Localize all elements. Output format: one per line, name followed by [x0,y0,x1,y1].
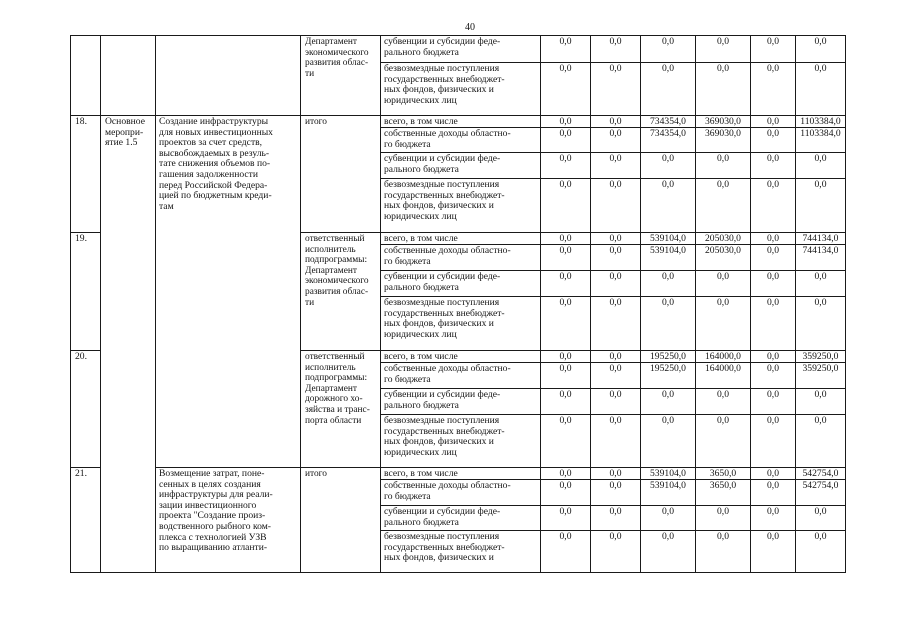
value-cell: 0,0 [640,270,696,297]
value-cell: 0,0 [795,62,846,116]
value-cell: 0,0 [540,232,591,245]
value-cell: 0,0 [795,152,846,179]
value-cell: 164000,0 [695,350,751,363]
value-cell: 0,0 [695,270,751,297]
funding-source-cell: субвенции и субсидии феде- рального бюджета [380,152,541,179]
value-cell: 0,0 [590,388,641,415]
value-cell: 0,0 [590,350,641,363]
value-cell: 734354,0 [640,115,696,128]
value-cell: 0,0 [750,505,796,531]
responsible-cell: итого [300,115,381,233]
continuation-number-cell [70,35,101,116]
value-cell: 0,0 [540,178,591,233]
funding-source-cell: субвенции и субсидии феде- рального бюджета [380,270,541,297]
value-cell: 0,0 [540,505,591,531]
value-cell: 0,0 [590,530,641,573]
responsible-cell: итого [300,467,381,573]
value-cell: 195250,0 [640,362,696,389]
value-cell: 0,0 [640,388,696,415]
value-cell: 0,0 [640,35,696,63]
funding-source-cell: всего, в том числе [380,115,541,128]
value-cell: 0,0 [640,178,696,233]
page-number: 40 [465,22,475,33]
value-cell: 0,0 [695,152,751,179]
funding-source-cell: субвенции и субсидии феде- рального бюджета [380,388,541,415]
value-cell: 0,0 [795,35,846,63]
value-cell: 164000,0 [695,362,751,389]
row-number-cell: 20. [70,350,101,468]
value-cell: 0,0 [590,467,641,480]
value-cell: 359250,0 [795,362,846,389]
value-cell: 734354,0 [640,127,696,153]
measure-type-cell: Основное меропри- ятие 1.5 [100,115,156,573]
measure-description-cell: Создание инфраструктуры для новых инвестиционных проектов за счет средств, высвобождаемых в резуль- тате снижения объемов по- гашения задолженности перед Российской Федера- цией по бюджетным креди- там [155,115,301,468]
funding-source-cell: собственные доходы областно- го бюджета [380,127,541,153]
value-cell: 539104,0 [640,232,696,245]
value-cell: 0,0 [590,270,641,297]
value-cell: 744134,0 [795,244,846,271]
value-cell: 0,0 [540,244,591,271]
value-cell: 0,0 [540,350,591,363]
value-cell: 0,0 [640,414,696,468]
value-cell: 542754,0 [795,467,846,480]
value-cell: 369030,0 [695,115,751,128]
value-cell: 0,0 [750,479,796,506]
continuation-description-cell [155,35,301,116]
value-cell: 0,0 [590,505,641,531]
row-number-cell: 18. [70,115,101,233]
value-cell: 0,0 [750,388,796,415]
value-cell: 539104,0 [640,479,696,506]
value-cell: 0,0 [540,414,591,468]
value-cell: 0,0 [750,350,796,363]
row-number-cell: 21. [70,467,101,573]
value-cell: 0,0 [540,115,591,128]
value-cell: 0,0 [750,362,796,389]
value-cell: 0,0 [590,362,641,389]
value-cell: 0,0 [540,62,591,116]
funding-source-cell: всего, в том числе [380,232,541,245]
value-cell: 539104,0 [640,244,696,271]
value-cell: 0,0 [540,467,591,480]
value-cell: 0,0 [590,232,641,245]
value-cell: 0,0 [590,479,641,506]
value-cell: 1103384,0 [795,115,846,128]
funding-source-cell: всего, в том числе [380,467,541,480]
value-cell: 0,0 [590,35,641,63]
value-cell: 0,0 [695,530,751,573]
value-cell: 0,0 [750,296,796,351]
value-cell: 0,0 [640,530,696,573]
value-cell: 0,0 [695,178,751,233]
value-cell: 0,0 [695,505,751,531]
value-cell: 0,0 [750,232,796,245]
value-cell: 0,0 [750,62,796,116]
value-cell: 0,0 [795,270,846,297]
compensation-description-cell: Возмещение затрат, поне- сенных в целях создания инфраструктуры для реали- зации инвестиционного проекта "Создание произ- водственного рыбного ком- плекса с технологией УЗВ по выращиванию атланти- [155,467,301,573]
responsible-cell: Департамент экономического развития облас- ти [300,35,381,116]
value-cell: 744134,0 [795,232,846,245]
value-cell: 542754,0 [795,479,846,506]
value-cell: 0,0 [540,127,591,153]
value-cell: 0,0 [640,152,696,179]
row-number-cell: 19. [70,232,101,351]
value-cell: 0,0 [750,127,796,153]
value-cell: 539104,0 [640,467,696,480]
value-cell: 0,0 [590,414,641,468]
value-cell: 0,0 [590,62,641,116]
funding-source-cell: безвозмездные поступления государственных внебюджет- ных фондов, физических и юридических лиц [380,62,541,116]
funding-source-cell: безвозмездные поступления государственных внебюджет- ных фондов, физических и юридических лиц [380,178,541,233]
value-cell: 0,0 [795,296,846,351]
value-cell: 0,0 [795,530,846,573]
value-cell: 0,0 [590,127,641,153]
value-cell: 0,0 [750,244,796,271]
value-cell: 0,0 [540,530,591,573]
funding-source-cell: безвозмездные поступления государственных внебюджет- ных фондов, физических и [380,530,541,573]
value-cell: 0,0 [590,244,641,271]
value-cell: 0,0 [695,35,751,63]
value-cell: 369030,0 [695,127,751,153]
value-cell: 0,0 [795,414,846,468]
value-cell: 0,0 [540,270,591,297]
value-cell: 3650,0 [695,467,751,480]
responsible-cell: ответственный исполнитель подпрограммы: Департамент дорожного хо- зяйства и транс- порта области [300,350,381,468]
funding-source-cell: безвозмездные поступления государственных внебюджет- ных фондов, физических и юридических лиц [380,296,541,351]
funding-source-cell: всего, в том числе [380,350,541,363]
value-cell: 0,0 [590,115,641,128]
value-cell: 0,0 [640,62,696,116]
value-cell: 0,0 [540,35,591,63]
value-cell: 0,0 [750,178,796,233]
value-cell: 0,0 [795,178,846,233]
value-cell: 0,0 [750,270,796,297]
value-cell: 0,0 [695,388,751,415]
funding-source-cell: собственные доходы областно- го бюджета [380,244,541,271]
value-cell: 0,0 [540,362,591,389]
value-cell: 0,0 [750,115,796,128]
funding-source-cell: собственные доходы областно- го бюджета [380,362,541,389]
value-cell: 0,0 [795,505,846,531]
value-cell: 0,0 [640,296,696,351]
value-cell: 0,0 [750,152,796,179]
value-cell: 195250,0 [640,350,696,363]
funding-source-cell: собственные доходы областно- го бюджета [380,479,541,506]
value-cell: 0,0 [695,414,751,468]
value-cell: 0,0 [540,296,591,351]
value-cell: 0,0 [750,35,796,63]
value-cell: 0,0 [590,178,641,233]
funding-source-cell: безвозмездные поступления государственных внебюджет- ных фондов, физических и юридических лиц [380,414,541,468]
value-cell: 1103384,0 [795,127,846,153]
value-cell: 0,0 [540,152,591,179]
value-cell: 0,0 [640,505,696,531]
value-cell: 3650,0 [695,479,751,506]
value-cell: 205030,0 [695,244,751,271]
continuation-type-cell [100,35,156,116]
value-cell: 0,0 [795,388,846,415]
value-cell: 0,0 [695,62,751,116]
funding-source-cell: субвенции и субсидии феде- рального бюджета [380,35,541,63]
value-cell: 0,0 [540,479,591,506]
value-cell: 0,0 [750,467,796,480]
value-cell: 205030,0 [695,232,751,245]
value-cell: 0,0 [590,152,641,179]
value-cell: 359250,0 [795,350,846,363]
funding-source-cell: субвенции и субсидии феде- рального бюджета [380,505,541,531]
value-cell: 0,0 [750,414,796,468]
value-cell: 0,0 [540,388,591,415]
value-cell: 0,0 [590,296,641,351]
value-cell: 0,0 [695,296,751,351]
value-cell: 0,0 [750,530,796,573]
responsible-cell: ответственный исполнитель подпрограммы: Департамент экономического развития облас- ти [300,232,381,351]
